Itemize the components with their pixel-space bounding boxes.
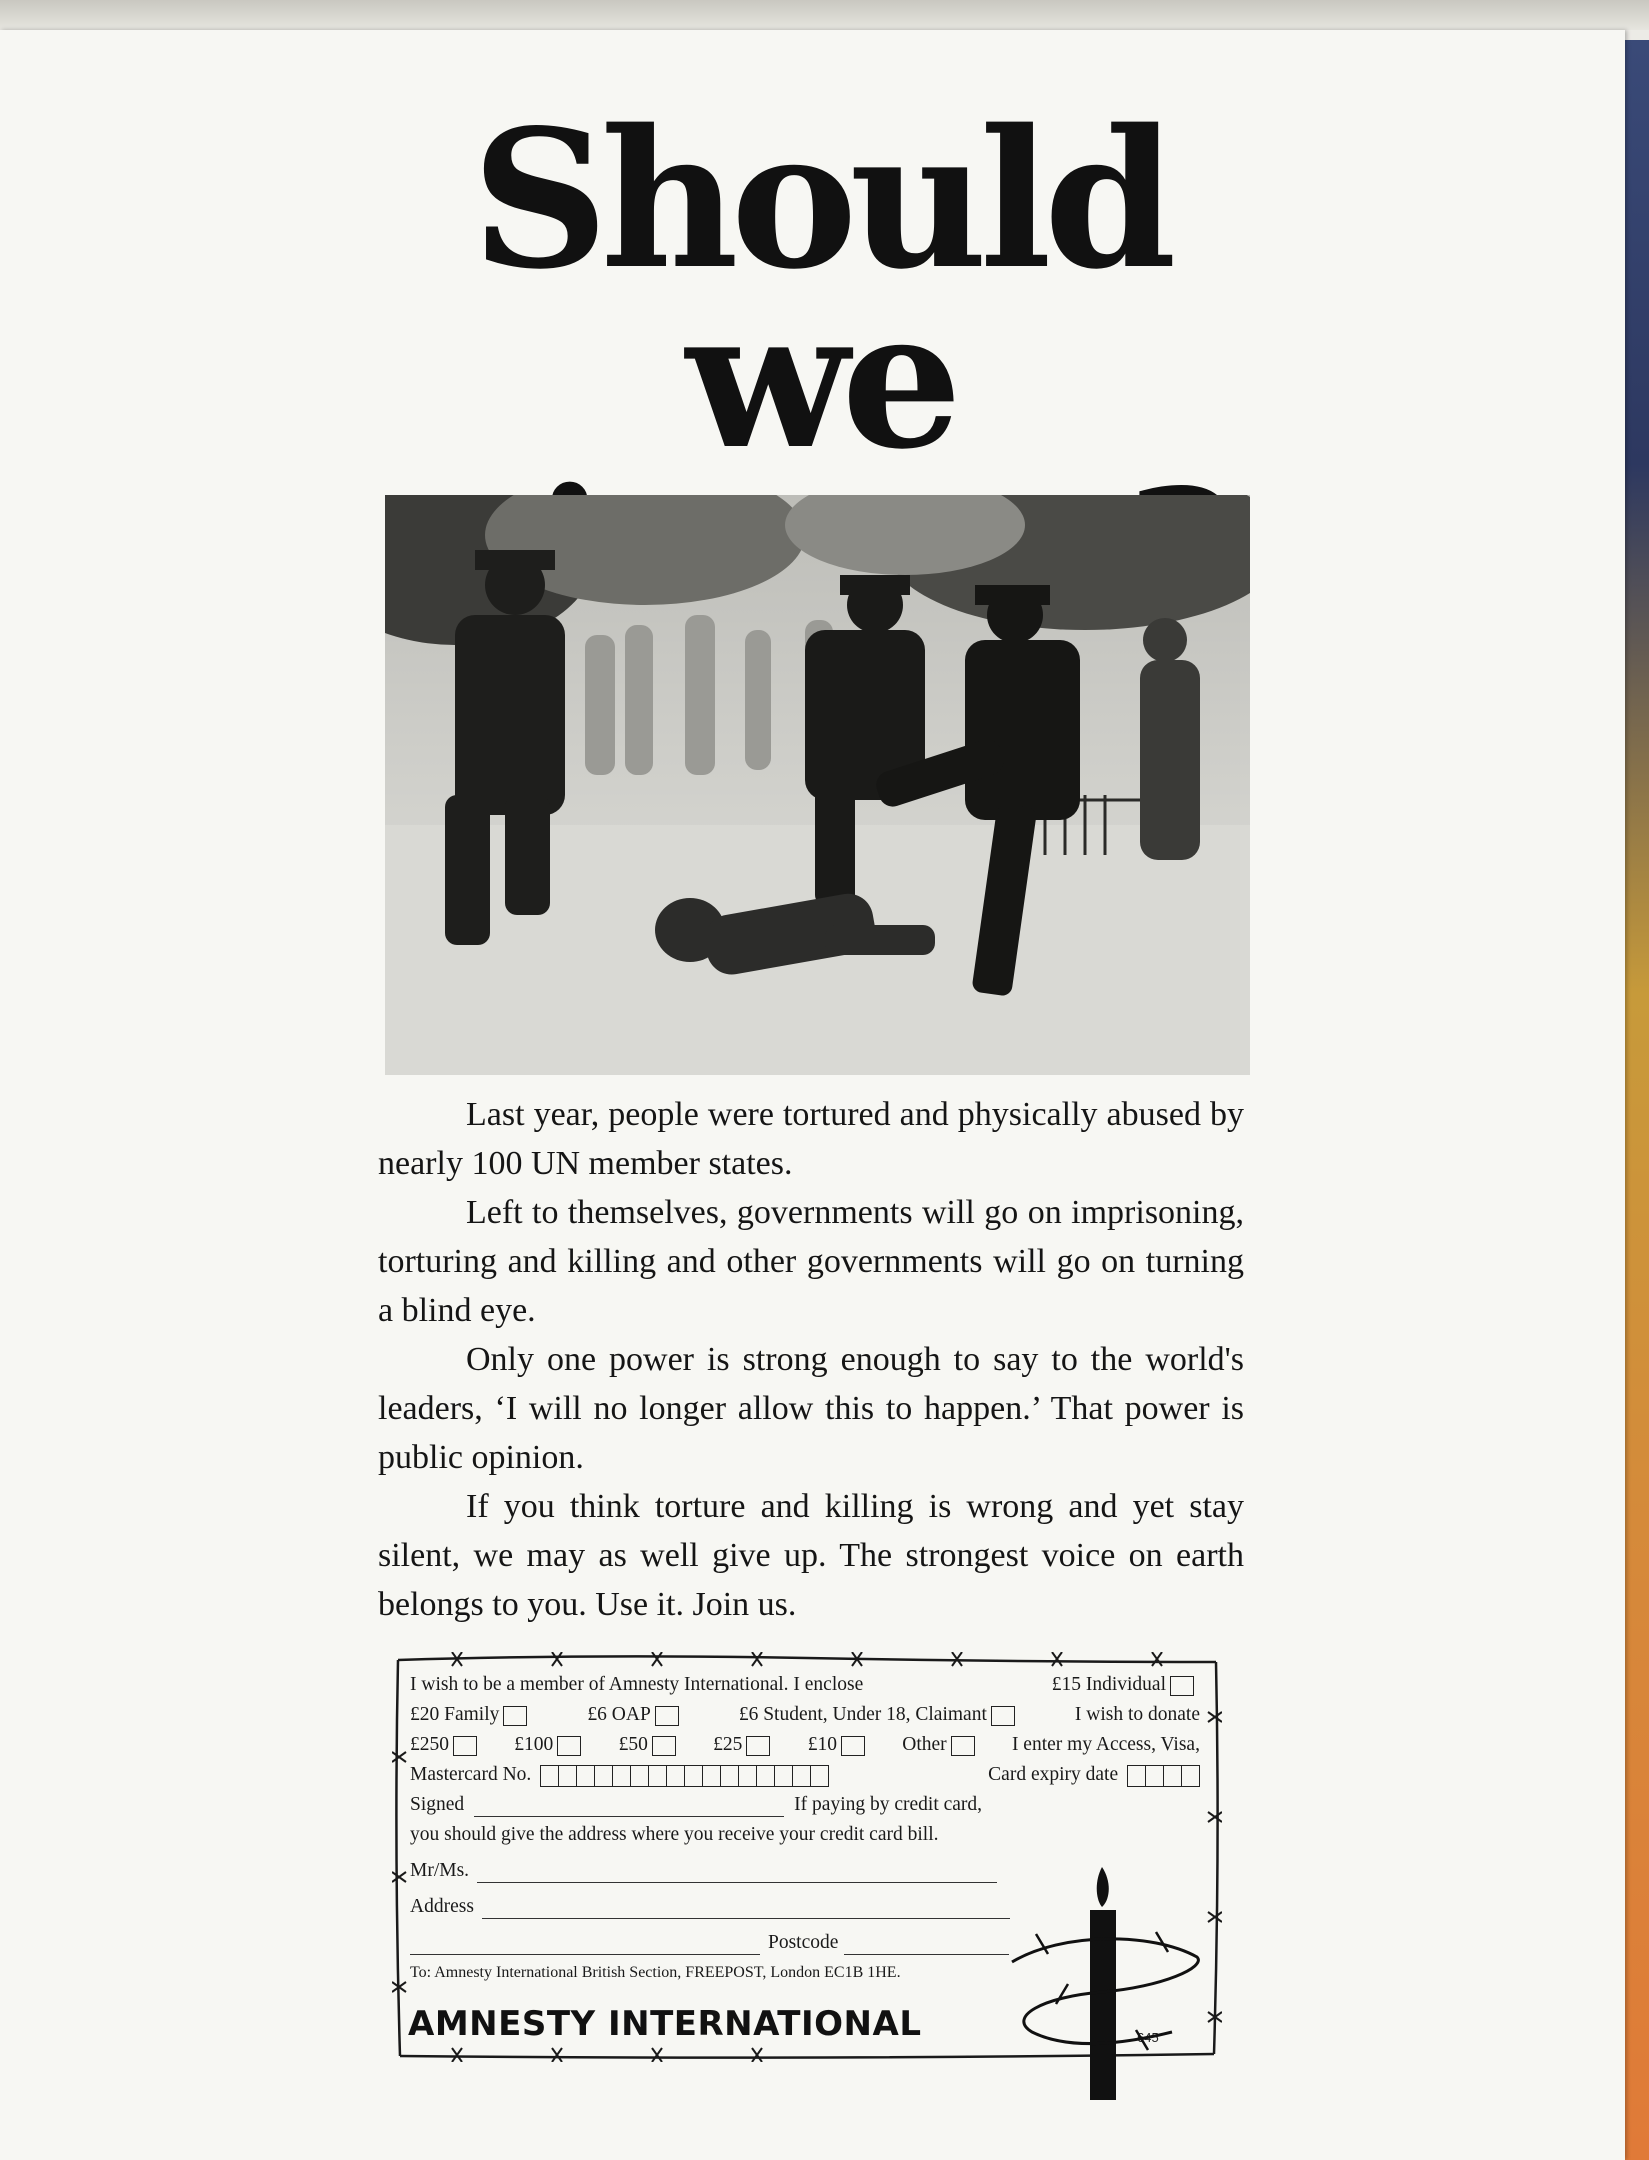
donate-100-label: £100 [514,1734,554,1755]
paragraph-2: Left to themselves, governments will go on imprisoning, torturing and killing and other governments will go on turning a blind eye. [378,1194,1244,1329]
student-checkbox[interactable] [991,1706,1015,1726]
card-number-label: Mastercard No. [410,1764,532,1785]
paragraph-3: Only one power is strong enough to say to the world's leaders, ‘I will no longer allow this to happen.’ That power is public opinion. [378,1341,1244,1476]
amnesty-wordmark: AMNESTY INTERNATIONAL [408,2004,922,2044]
coupon-row-3 [410,1730,1200,1760]
headline-line-1: Should we [471,88,1169,491]
freepost-address: To: Amnesty International British Section, FREEPOST, London EC1B 1HE. [410,1964,901,1981]
card-number-field[interactable] [540,1765,829,1787]
coupon-row-1 [410,1670,1200,1700]
coupon-row-6 [410,1820,1200,1850]
donate-250-label: £250 [410,1734,449,1755]
card-intro: I enter my Access, Visa, [1011,1734,1200,1755]
donate-label: I wish to donate [1074,1704,1200,1725]
paragraph-4: If you think torture and killing is wrong and yet stay silent, we may as well give up. The strongest voice on earth belongs to you. Use it. Join us. [378,1488,1244,1623]
coupon-row-5 [410,1790,1200,1820]
scan-top-strip [0,0,1649,30]
signed-label: Signed [410,1794,465,1815]
oap-checkbox[interactable] [655,1706,679,1726]
donate-10-label: £10 [807,1734,837,1755]
address-note: you should give the address where you receive your credit card bill. [410,1824,939,1845]
donate-25-checkbox[interactable] [746,1736,770,1756]
donate-10-checkbox[interactable] [841,1736,865,1756]
option-individual-label: £15 Individual [1051,1674,1166,1695]
address-field[interactable] [482,1896,1010,1919]
address-label: Address [410,1896,474,1917]
paragraph-1: Last year, people were tortured and physically abused by nearly 100 UN member states. [378,1096,1244,1182]
option-family-label: £20 Family [410,1704,500,1725]
adjacent-page-edge [1625,40,1649,2160]
coupon-row-2 [410,1700,1200,1730]
signature-field[interactable] [474,1794,784,1817]
coupon-row-4 [410,1760,1200,1790]
donate-50-checkbox[interactable] [652,1736,676,1756]
postcode-field[interactable] [844,1932,1009,1955]
membership-coupon [392,1652,1222,2062]
donate-50-label: £50 [618,1734,648,1755]
news-photo [385,495,1250,1075]
body-copy [378,1090,1244,1629]
card-expiry-field[interactable] [1127,1765,1200,1787]
name-label: Mr/Ms. [410,1860,470,1881]
option-oap-label: £6 OAP [587,1704,651,1725]
donate-25-label: £25 [713,1734,743,1755]
credit-card-note: If paying by credit card, [794,1794,983,1815]
postcode-label: Postcode [768,1932,839,1953]
card-expiry-label: Card expiry date [988,1764,1119,1785]
address-field-2[interactable] [410,1932,760,1955]
candle-barbed-wire-logo-icon [1002,1852,1212,2102]
coupon-code: 645 [1137,2030,1159,2045]
individual-checkbox[interactable] [1170,1676,1194,1696]
donate-other-checkbox[interactable] [951,1736,975,1756]
donate-other-label: Other [902,1734,947,1755]
coupon-intro: I wish to be a member of Amnesty International. I enclose [410,1674,864,1695]
name-field[interactable] [477,1860,997,1883]
donate-100-checkbox[interactable] [557,1736,581,1756]
option-student-label: £6 Student, Under 18, Claimant [738,1704,987,1725]
donate-250-checkbox[interactable] [453,1736,477,1756]
family-checkbox[interactable] [503,1706,527,1726]
